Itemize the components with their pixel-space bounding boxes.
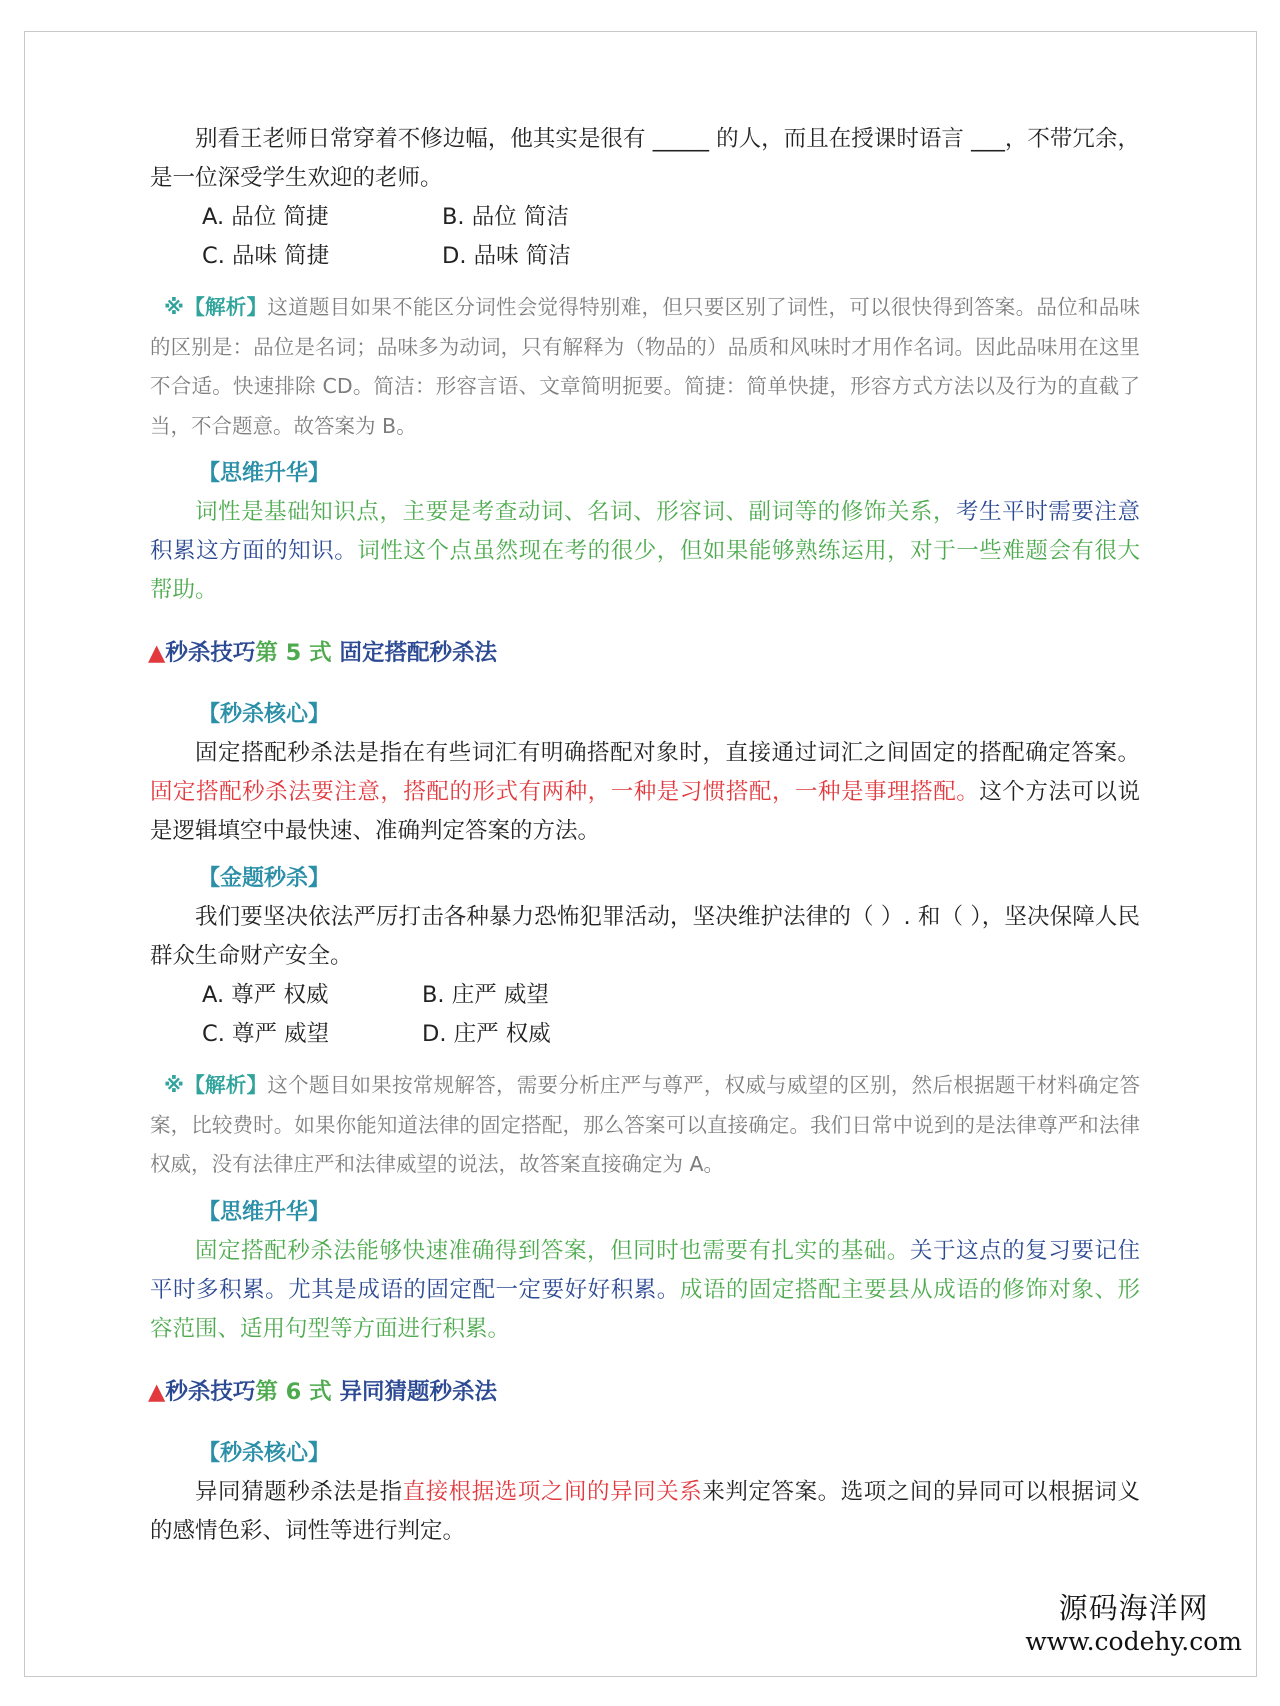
- option-b: B. 品位 简洁: [442, 204, 569, 230]
- question-1-options: [150, 198, 1140, 276]
- sublimation-label: 【思维升华】: [198, 461, 331, 486]
- analysis-text: 这道题目如果不能区分词性会觉得特别难，但只要区别了词性，可以很快得到答案。品位和品味的区别是：品位是名词；品味多为动词，只有解释为（物品的）品质和风味时才用作名词。因此品味用在这里不合适。快速排除 CD。简洁：形容言语、文章简明扼要。简捷：简单快捷，形容方式方法以及行为的直截了当，不合题意。故答案为 B。: [150, 295, 1140, 438]
- question-2-stem: 我们要坚决依法严厉打击各种暴力恐怖犯罪活动，坚决维护法律的（ ）. 和（ ），坚决保障人民群众生命财产安全。: [150, 904, 1140, 969]
- sublimation-segment: 成语的固定搭配主要县从成语的修饰对象、形容范围、适用句型等方面进行积累。: [150, 1276, 1140, 1342]
- option-c: C. 尊严 威望: [202, 1021, 330, 1047]
- section-prefix: 秒杀技巧: [165, 640, 256, 666]
- question-2-options: [150, 976, 1140, 1054]
- sublimation-text: [150, 1232, 1140, 1349]
- core-segment: 这个方法可以说是逻辑填空中最快速、准确判定答案的方法。: [150, 779, 1140, 844]
- gold-question-label: 【金题秒杀】: [198, 866, 331, 891]
- core-segment: 固定搭配秒杀法是指在有些词汇有明确搭配对象时，直接通过词汇之间固定的搭配确定答案。: [195, 740, 1140, 766]
- option-d: D. 庄严 权威: [422, 1021, 551, 1047]
- watermark-name: 源码海洋网: [1058, 1591, 1209, 1625]
- document-content: [150, 120, 1140, 1551]
- option-a: A. 尊严 权威: [202, 982, 329, 1008]
- question-1-analysis: [150, 288, 1140, 446]
- sublimation-segment: 关于这点的复习要记住平时多积累。尤其是成语的固定配一定要好好积累。: [150, 1237, 1140, 1303]
- analysis-label: ※【解析】: [164, 295, 268, 319]
- core-text: [150, 1473, 1140, 1551]
- sublimation-text: [150, 493, 1140, 610]
- question-2-analysis: [150, 1066, 1140, 1185]
- section-title: 固定搭配秒杀法: [339, 640, 498, 666]
- sublimation-segment: 词性这个点虽然现在考的很少，但如果能够熟练运用，对于一些难题会有很大帮助。: [150, 538, 1140, 603]
- triangle-icon: ▲: [148, 640, 166, 666]
- core-segment: 来判定答案。选项之间的异同可以根据词义的感情色彩、词性等进行判定。: [150, 1478, 1140, 1544]
- section-6-heading: [148, 1373, 1140, 1412]
- core-segment-highlight: 直接根据选项之间的异同关系: [402, 1478, 703, 1505]
- option-c: C. 品味 简捷: [202, 243, 330, 269]
- section-5-heading: [148, 634, 1140, 673]
- option-b: B. 庄严 威望: [422, 982, 549, 1008]
- question-1-stem: 别看王老师日常穿着不修边幅，他其实是很有 _____ 的人，而且在授课时语言 ___，不带冗余，是一位深受学生欢迎的老师。: [150, 126, 1140, 191]
- sublimation-segment: 考生平时需要注意积累这方面的知识。: [150, 499, 1140, 564]
- section-prefix: 秒杀技巧: [165, 1378, 256, 1405]
- analysis-label: ※【解析】: [164, 1073, 268, 1097]
- watermark-url: www.codehy.com: [1025, 1627, 1242, 1656]
- sublimation-segment: 固定搭配秒杀法能够快速准确得到答案，但同时也需要有扎实的基础。: [195, 1237, 910, 1264]
- analysis-text: 这个题目如果按常规解答，需要分析庄严与尊严，权威与威望的区别，然后根据题干材料确定答案，比较费时。如果你能知道法律的固定搭配，那么答案可以直接确定。我们日常中说到的是法律尊严和法律权威，没有法律庄严和法律威望的说法，故答案直接确定为 A。: [150, 1073, 1140, 1176]
- section-title: 异同猜题秒杀法: [339, 1378, 498, 1405]
- core-segment-highlight: 固定搭配秒杀法要注意，搭配的形式有两种，一种是习惯搭配，一种是事理搭配。: [150, 779, 980, 805]
- option-a: A. 品位 简捷: [202, 204, 329, 230]
- core-text: [150, 734, 1140, 851]
- core-label: 【秒杀核心】: [198, 1440, 331, 1466]
- triangle-icon: ▲: [148, 1378, 166, 1405]
- site-watermark: [1025, 1590, 1242, 1658]
- option-d: D. 品味 简洁: [442, 243, 571, 269]
- core-segment: 异同猜题秒杀法是指: [195, 1478, 403, 1505]
- sublimation-label: 【思维升华】: [198, 1199, 331, 1225]
- core-label: 【秒杀核心】: [198, 702, 331, 727]
- sublimation-segment: 词性是基础知识点，主要是考查动词、名词、形容词、副词等的修饰关系，: [195, 499, 957, 525]
- section-number: 第 5 式: [255, 640, 332, 666]
- section-number: 第 6 式: [255, 1378, 332, 1405]
